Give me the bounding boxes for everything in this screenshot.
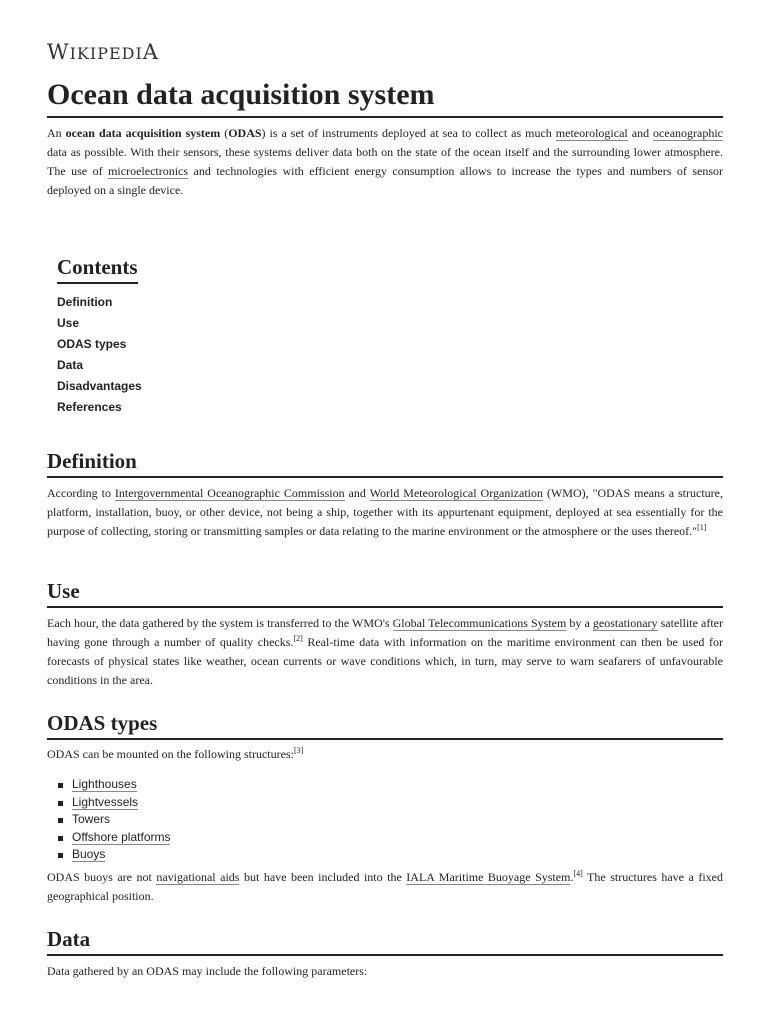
toc-item-references[interactable]: References xyxy=(57,400,122,414)
link-lightvessels[interactable]: Lightvessels xyxy=(72,794,139,809)
definition-paragraph: According to Intergovernmental Oceanographic Commission and World Meteorological Organization (WMO), "ODAS means a structure, platform, installation, buoy, or other device, not being a ship, together with its appurtenant equipment, deployed at sea essentially for the purpose of collecting, storing or transmitting samples or data relating to the marine environment or the atmosphere or the uses thereof."[1] xyxy=(47,486,723,538)
data-lead: Data gathered by an ODAS may include the following parameters: xyxy=(47,964,368,978)
list-item xyxy=(47,776,170,794)
link-offshore-platforms[interactable]: Offshore platforms xyxy=(72,829,171,844)
link-microelectronics[interactable]: microelectronics xyxy=(108,164,189,178)
link-lighthouses[interactable]: Lighthouses xyxy=(72,777,137,791)
link-buoys[interactable]: Buoys xyxy=(72,847,106,861)
heading-definition: Definition xyxy=(47,447,723,478)
page-title: Ocean data acquisition system xyxy=(47,76,723,118)
toc-item-disadvantages[interactable]: Disadvantages xyxy=(57,379,142,393)
toc-title: Contents xyxy=(57,253,138,284)
toc-item-data[interactable]: Data xyxy=(57,358,84,372)
odas-types-lead: ODAS can be mounted on the following structures:[3] xyxy=(47,746,304,761)
toc-item-odas-types[interactable]: ODAS types xyxy=(57,337,127,351)
list-item xyxy=(47,794,170,812)
link-geostationary[interactable]: geostationary xyxy=(592,616,658,630)
link-iala-buoyage[interactable]: IALA Maritime Buoyage System xyxy=(406,870,571,884)
ref-3[interactable]: [3] xyxy=(293,746,304,755)
ref-4[interactable]: [4] xyxy=(573,869,583,878)
odas-buoys-paragraph: ODAS buoys are not navigational aids but have been included into the IALA Maritime Buoyage System.[4] The structures have a fixed geographical position. xyxy=(47,869,723,903)
ref-2[interactable]: [2] xyxy=(293,634,303,643)
table-of-contents xyxy=(57,253,217,418)
link-wmo[interactable]: World Meteorological Organization xyxy=(369,486,543,500)
heading-use: Use xyxy=(47,577,723,608)
link-gts[interactable]: Global Telecommunications System xyxy=(392,616,567,630)
structures-list xyxy=(47,776,170,864)
list-item xyxy=(47,829,170,847)
list-item xyxy=(47,846,170,864)
wikipedia-wordmark[interactable]: WIKIPEDIA xyxy=(47,40,159,64)
link-meteorological[interactable]: meteorological xyxy=(555,126,628,140)
link-oceanographic[interactable]: oceanographic xyxy=(653,126,724,140)
ref-1[interactable]: [1] xyxy=(697,523,707,532)
toc-item-use[interactable]: Use xyxy=(57,316,80,330)
intro-paragraph: An ocean data acquisition system (ODAS) is a set of instruments deployed at sea to collect as much meteorological and oceanographic data as possible. With their sensors, these systems deliver data both on the state of the ocean itself and the surrounding lower atmosphere. The use of microelectronics and technologies with efficient energy consumption allows to increase the types and numbers of sensor deployed on a single device. xyxy=(47,126,724,197)
toc-item-definition[interactable]: Definition xyxy=(57,295,113,309)
item-towers: Towers xyxy=(72,812,111,826)
link-ioc[interactable]: Intergovernmental Oceanographic Commission xyxy=(114,486,345,500)
heading-data: Data xyxy=(47,925,723,956)
link-navigational-aids[interactable]: navigational aids xyxy=(156,870,240,884)
list-item xyxy=(47,811,170,829)
use-paragraph: Each hour, the data gathered by the system is transferred to the WMO's Global Telecommunications System by a geostationary satellite after having gone through a number of quality checks.[2] Real-time data with information on the maritime environment can then be used for forecasts of physical states like weather, ocean currents or wave conditions which, in turn, may serve to warn seafarers of unfavourable conditions in the area. xyxy=(47,616,724,687)
heading-odas-types: ODAS types xyxy=(47,709,723,740)
